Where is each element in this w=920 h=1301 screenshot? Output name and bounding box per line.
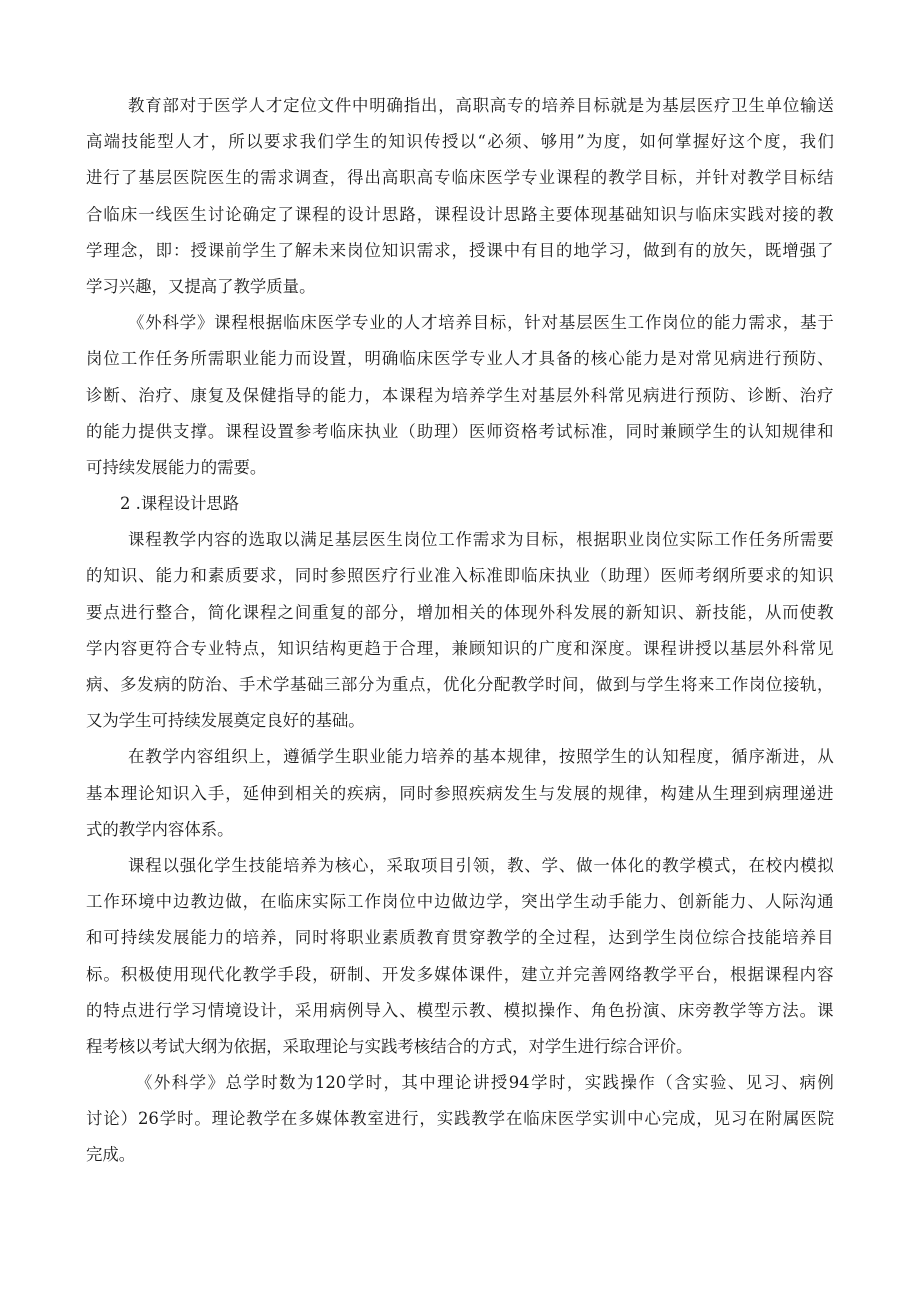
text-line: 标 。 积 极 使 用 现 代 化 教 学 手 段 ， 研 制 、 开 发 多 媒 体 课 件 ， 建 立 并 完 善 网 络 教 学 平 台 ， 根 据 课 程 内 容 (86, 964, 834, 984)
text-line: 学习兴趣，又提高了教学质量。 (86, 276, 316, 296)
text-line: 程考核以考试大纲为依据，采取理论与实践考核结合的方式，对学生进行综合评价。 (86, 1036, 693, 1056)
paragraph-content-selection (86, 522, 834, 739)
text-line: 的 能 力 提 供 支 撑 。 课 程 设 置 参 考 临 床 执 业 （ 助 理 ） 医 师 资 格 考 试 标 准 ， 同 时 兼 顾 学 生 的 认 知 规 律 和 (86, 421, 834, 441)
text-line: 合 临 床 一 线 医 生 讨 论 确 定 了 课 程 的 设 计 思 路 ， 课 程 设 计 思 路 主 要 体 现 基 础 知 识 与 临 床 实 践 对 接 的 教 (86, 204, 834, 224)
paragraph-talent-positioning (86, 88, 834, 305)
section-heading (86, 486, 834, 522)
text-line: 学 理 念 ， 即 ： 授 课 前 学 生 了 解 未 来 岗 位 知 识 需 求 ， 授 课 中 有 目 的 地 学 习 ， 做 到 有 的 放 矢 ， 既 增 强 了 (86, 240, 834, 260)
text-line: 《 外 科 学 》 课 程 根 据 临 床 医 学 专 业 的 人 才 培 养 目 标 ， 针 对 基 层 医 生 工 作 岗 位 的 能 力 需 求 ， 基 于 (128, 313, 834, 333)
section-heading-text: 2 .课程设计思路 (120, 494, 240, 514)
text-line: 又为学生可持续发展奠定良好的基础。 (86, 711, 365, 731)
text-line: 病 、 多 发 病 的 防 治 、 手 术 学 基 础 三 部 分 为 重 点 ， 优 化 分 配 教 学 时 间 ， 做 到 与 学 生 将 来 工 作 岗 位 接 轨 ， (86, 675, 834, 694)
text-line: 课 程 以 强 化 学 生 技 能 培 养 为 核 心 ， 采 取 项 目 引 领 ， 教 、 学 、 做 一 体 化 的 教 学 模 式 ， 在 校 内 模 拟 (128, 855, 834, 875)
text-line: 高 端 技 能 型 人 才 ， 所 以 要 求 我 们 学 生 的 知 识 传 授 以 “ 必 须 、 够 用 ” 为 度 ， 如 何 掌 握 好 这 个 度 ， 我 们 (86, 132, 834, 152)
document-page (86, 88, 834, 1174)
text-line: 讨 论 ） 26 学 时 。 理 论 教 学 在 多 媒 体 教 室 进 行 ， 实 践 教 学 在 临 床 医 学 实 训 中 心 完 成 ， 见 习 在 附 属 医 院 (86, 1109, 834, 1129)
text-line: 和 可 持 续 发 展 能 力 的 培 养 ， 同 时 将 职 业 素 质 教 育 贯 穿 教 学 的 全 过 程 ， 达 到 学 生 岗 位 综 合 技 能 培 养 目 (86, 928, 834, 948)
text-line: 的 特 点 进 行 学 习 情 境 设 计 ， 采 用 病 例 导 入 、 模 型 示 教 、 模 拟 操 作 、 角 色 扮 演 、 床 旁 教 学 等 方 法 。 课 (86, 1000, 834, 1020)
text-line: 岗 位 工 作 任 务 所 需 职 业 能 力 而 设 置 ， 明 确 临 床 医 学 专 业 人 才 具 备 的 核 心 能 力 是 对 常 见 病 进 行 预 防 、 (86, 349, 834, 369)
paragraph-class-hours (86, 1065, 834, 1174)
text-line: 教 育 部 对 于 医 学 人 才 定 位 文 件 中 明 确 指 出 ， 高 职 高 专 的 培 养 目 标 就 是 为 基 层 医 疗 卫 生 单 位 输 送 (128, 96, 834, 115)
text-line: 学 内 容 更 符 合 专 业 特 点 ， 知 识 结 构 更 趋 于 合 理 ， 兼 顾 知 识 的 广 度 和 深 度 。 课 程 讲 授 以 基 层 外 科 常 见 (86, 638, 834, 658)
text-line: 在 教 学 内 容 组 织 上 ， 遵 循 学 生 职 业 能 力 培 养 的 基 本 规 律 ， 按 照 学 生 的 认 知 程 度 ， 循 序 渐 进 ， 从 (128, 747, 834, 767)
text-line: 《 外 科 学 》 总 学 时 数 为 120 学 时 ， 其 中 理 论 讲 授 94 学 时 ， 实 践 操 作 （ 含 实 验 、 见 习 、 病 例 (136, 1073, 834, 1093)
text-line: 基 本 理 论 知 识 入 手 ， 延 伸 到 相 关 的 疾 病 ， 同 时 参 照 疾 病 发 生 与 发 展 的 规 律 ， 构 建 从 生 理 到 病 理 递 进 (86, 783, 834, 803)
paragraph-course-goal (86, 305, 834, 486)
text-line: 诊 断 、 治 疗 、 康 复 及 保 健 指 导 的 能 力 ， 本 课 程 为 培 养 学 生 对 基 层 外 科 常 见 病 进 行 预 防 、 诊 断 、 治 疗 (86, 385, 834, 405)
text-line: 工 作 环 境 中 边 教 边 做 ， 在 临 床 实 际 工 作 岗 位 中 边 做 边 学 ， 突 出 学 生 动 手 能 力 、 创 新 能 力 、 人 际 沟 通 (86, 892, 834, 912)
text-line: 进 行 了 基 层 医 院 医 生 的 需 求 调 查 ， 得 出 高 职 高 专 临 床 医 学 专 业 课 程 的 教 学 目 标 ， 并 针 对 教 学 目 标 结 (86, 168, 834, 188)
text-line: 可持续发展能力的需要。 (86, 457, 267, 477)
text-line: 完成。 (86, 1145, 136, 1165)
paragraph-content-organization (86, 739, 834, 848)
text-line: 要 点 进 行 整 合 ， 简 化 课 程 之 间 重 复 的 部 分 ， 增 加 相 关 的 体 现 外 科 发 展 的 新 知 识 、 新 技 能 ， 从 而 使 教 (86, 602, 834, 622)
text-line: 的 知 识 、 能 力 和 素 质 要 求 ， 同 时 参 照 医 疗 行 业 准 入 标 准 即 临 床 执 业 （ 助 理 ） 医 师 考 纲 所 要 求 的 知 识 (86, 566, 834, 586)
text-line: 式的教学内容体系。 (86, 819, 234, 839)
text-line: 课 程 教 学 内 容 的 选 取 以 满 足 基 层 医 生 岗 位 工 作 需 求 为 目 标 ， 根 据 职 业 岗 位 实 际 工 作 任 务 所 需 要 (128, 530, 834, 550)
paragraph-skill-training (86, 848, 834, 1065)
